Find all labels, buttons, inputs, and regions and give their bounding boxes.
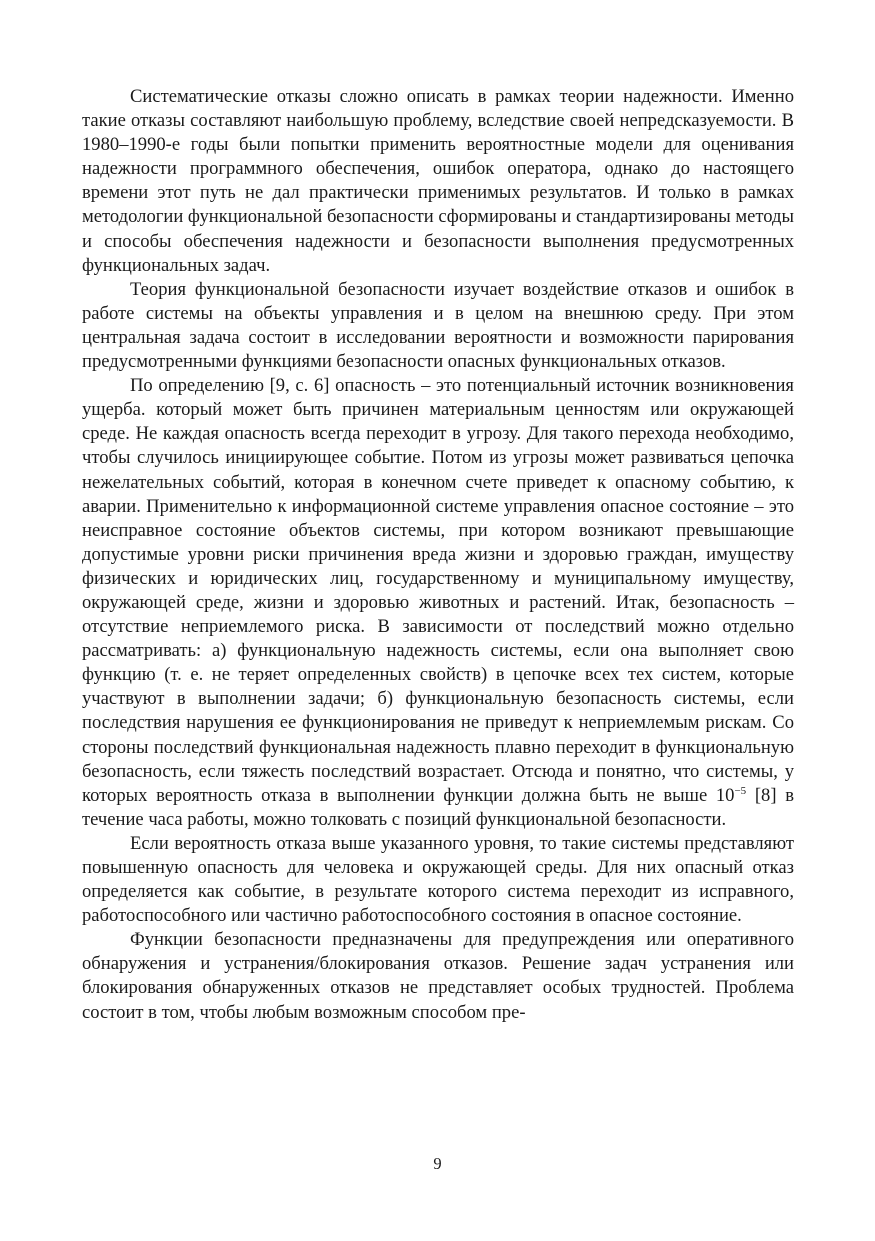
- paragraph-4: Если вероятность отказа выше указанного уровня, то такие системы представляют повышенную опасность для человека и окружающей среды. Для них опасный отказ определяется как событие, в результате которого система переходит из исправного, работоспособного или частично работоспособного состояния в опасное состояние.: [82, 832, 794, 927]
- page-body: [82, 85, 794, 1025]
- paragraph-3-text-before: По определению [9, с. 6] опасность – это потенциальный источник возникновения ущерба. который может быть причинен материальным ценностям или окружающей среде. Не каждая опасность всегда переходит в угрозу. Для такого перехода необходимо, чтобы случилось инициирующее событие. Потом из угрозы может развиваться цепочка нежелательных событий, которая в конечном счете приведет к опасному событию, к аварии. Применительно к информационной системе управления опасное состояние – это неисправное состояние объектов системы, при котором возникают превышающие допустимые уровни риски причинения вреда жизни и здоровью граждан, имуществу физических и юридических лиц, государственному и муниципальному имуществу, окружающей среде, жизни и здоровью животных и растений. Итак, безопасность – отсутствие неприемлемого риска. В зависимости от последствий можно отдельно рассматривать: а) функциональную надежность системы, если она выполняет свою функцию (т. е. не теряет определенных свойств) в цепочке всех тех систем, которые участвуют в выполнении задачи; б) функциональную безопасность системы, если последствия нарушения ее функционирования не приведут к неприемлемым рискам. Со стороны последствий функциональная надежность плавно переходит в функциональную безопасность, если тяжесть последствий возрастает. Отсюда и понятно, что системы, у которых вероятность отказа в выполнении функции должна быть не выше: [82, 375, 794, 806]
- power-base: 10: [715, 784, 735, 806]
- paragraph-2: Теория функциональной безопасности изучает воздействие отказов и ошибок в работе системы на объекты управления и в целом на внешнюю среду. При этом центральная задача состоит в исследовании вероятности и возможности парирования предусмотренными функциями безопасности опасных функциональных отказов.: [82, 278, 794, 373]
- paragraph-1: Систематические отказы сложно описать в рамках теории надежности. Именно такие отказы составляют наибольшую проблему, вследствие своей непредсказуемости. В 1980–1990-е годы были попытки применить вероятностные модели для оценивания надежности программного обеспечения, ошибок оператора, однако до настоящего времени этот путь не дал практически применимых результатов. И только в рамках методологии функциональной безопасности сформированы и стандартизированы методы и способы обеспечения надежности и безопасности выполнения предусмотренных функциональных задач.: [82, 86, 794, 276]
- paragraph-3-text-after: [8] в течение часа работы, можно толковать с позиций функциональной безопасности.: [82, 784, 794, 830]
- paragraph-5: Функции безопасности предназначены для предупреждения или оперативного обнаружения и устранения/блокирования отказов. Решение задач устранения или блокирования обнаруженных отказов не представляет особых трудностей. Проблема состоит в том, чтобы любым возможным способом пре-: [82, 929, 794, 1023]
- page-number: 9: [433, 1154, 442, 1173]
- paragraph-3: [82, 374, 794, 832]
- power-exponent: −5: [734, 784, 747, 797]
